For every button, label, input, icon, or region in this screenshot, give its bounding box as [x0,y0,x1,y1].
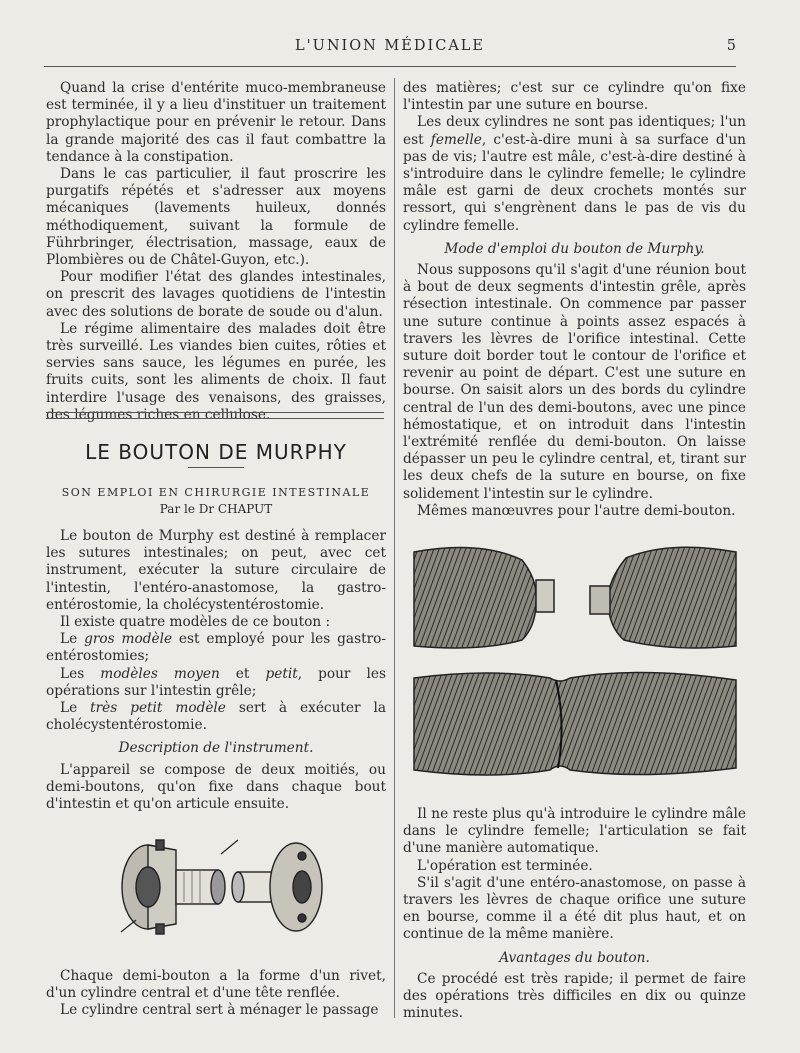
paragraph [46,631,386,665]
running-title: L'UNION MÉDICALE [295,38,485,54]
emphasis: gros modèle [84,631,173,648]
paragraph: Quand la crise d'entérite muco-membraneuse est terminée, il y a lieu d'instituer un traitement prophylactique pour en prévenir le retour. Dans la grande majorité des cas il faut combattre la tendance à la constipation. [46,80,386,165]
paragraph: Le bouton de Murphy est destiné à remplacer les sutures intestinales; on peut, avec cet instrument, exécuter la suture circulaire de l'intestin, l'entéro-anastomose, la gastro-entérostomie, la cholécystentérostomie. [46,528,386,613]
subheading: Description de l'instrument. [118,740,314,757]
text: Les [60,665,101,682]
page-number: 5 [726,38,736,54]
text: Le [60,631,85,648]
left-column-article-body [46,528,386,813]
text: Le [60,700,91,717]
paragraph: Dans le cas particulier, il faut proscrire les purgatifs répétés et s'adresser aux moyens mécaniques (lavements huileux, donnés méthodiquement, suivant la formule de Führbringer, électrisation, massage, eaux de Plombières ou de Châtel-Guyon, etc.). [46,166,386,269]
emphasis: très petit modèle [90,700,226,717]
text: est employé pour les gastro-entérostomies; [46,631,387,665]
paragraph: Ce procédé est très rapide; il permet de faire des opérations très difficiles en dix ou quinze minutes. [403,970,746,1022]
left-column-previous-article [46,80,386,424]
emphasis: modèles moyen [100,665,220,682]
paragraph: Pour modifier l'état des glandes intestinales, on prescrit des lavages quotidiens de l'intestin avec des solutions de borate de soude ou d'alun. [46,269,386,320]
paragraph: S'il s'agit d'une entéro-anastomose, on passe à travers les lèvres de chaque orifice une suture en bourse, comme il a été dit plus haut, et on continue de la même manière. [403,874,746,943]
text: et [219,665,266,682]
murphy-button-illustration [106,832,336,942]
paragraph [46,666,386,700]
text: sert à exécuter la cholécystentérostomie. [46,700,386,734]
right-column-bottom [403,806,746,1022]
paragraph: Le cylindre central sert à ménager le passage [60,1002,379,1019]
article-subtitle: SON EMPLOI EN CHIRURGIE INTESTINALE [61,486,371,499]
article-title: LE BOUTON DE MURPHY [85,440,347,464]
page-header [44,38,736,60]
intestine-anastomosis-illustration [410,540,740,780]
paragraph: Mêmes manœuvres pour l'autre demi-bouton. [417,502,736,519]
female-half-button [122,840,225,934]
subheading: Mode d'emploi du bouton de Murphy. [444,240,705,257]
paragraph: Nous supposons qu'il s'agit d'une réunion bout à bout de deux segments d'intestin grêle, après résection intestinale. On commence par passer une suture continue à points assez espacés à travers les lèvres de l'orifice intestinal. Cette suture doit border tout le contour de l'orifice et revenir au point de départ. C'est une suture en bourse. On saisit alors un des bords du cylindre central de l'un des demi-boutons, avec une pince hémostatique, et on introduit dans l'intestin l'extrémité renflée du demi-bouton. On laisse dépasser un peu le cylindre central, et, tirant sur les deux chefs de la suture en bourse, on fixe solidement l'intestin sur le cylindre. [403,262,746,502]
paragraph: L'appareil se compose de deux moitiés, ou demi-boutons, qu'on fixe dans chaque bout d'intestin et qu'on articule ensuite. [46,761,386,813]
text: , pour les opérations sur l'intestin grêle; [46,665,386,699]
paragraph: Il existe quatre modèles de ce bouton : [60,614,331,631]
male-half-button [232,843,322,931]
header-rule [44,66,736,67]
text: , c'est-à-dire muni à sa surface d'un pas de vis; l'autre est mâle, c'est-à-dire destiné à s'introduire dans le cylindre femelle; le cylindre mâle est garni de deux crochets montés sur ressort, qui s'engrènent dans le pas de vis du cylindre femelle. [403,131,746,234]
paragraph: Le régime alimentaire des malades doit être très surveillé. Les viandes bien cuites, rôties et servies sans sauce, les légumes en purée, les fruits cuits, sont les aliments de choix. Il faut interdire l'usage des venaisons, des graisses, des légumes riches en cellulose. [46,320,386,423]
title-rule [188,467,244,468]
paragraph: des matières; c'est sur ce cylindre qu'on fixe l'intestin par une suture en bourse. [403,80,746,114]
left-column-article-end [46,968,386,1020]
subheading: Avantages du bouton. [499,949,650,966]
paragraph [403,114,746,234]
paragraph: Il ne reste plus qu'à introduire le cylindre mâle dans le cylindre femelle; l'articulation se fait d'une manière automatique. [403,806,746,857]
intestine-joined [414,672,736,775]
paragraph [46,700,386,734]
paragraph: L'opération est terminée. [417,857,593,874]
intestine-segment-left [414,548,554,649]
article-author: Par le Dr CHAPUT [159,502,273,516]
column-divider [394,78,395,1018]
paragraph: Chaque demi-bouton a la forme d'un rivet, d'un cylindre central et d'une tête renflée. [46,968,386,1002]
emphasis: petit [265,665,298,682]
intestine-segment-right [590,547,736,648]
text: Les deux cylindres ne sont pas identiques; l'un est [403,114,746,148]
emphasis: femelle [430,131,482,148]
right-column-top [403,80,746,520]
section-separator [46,412,384,419]
